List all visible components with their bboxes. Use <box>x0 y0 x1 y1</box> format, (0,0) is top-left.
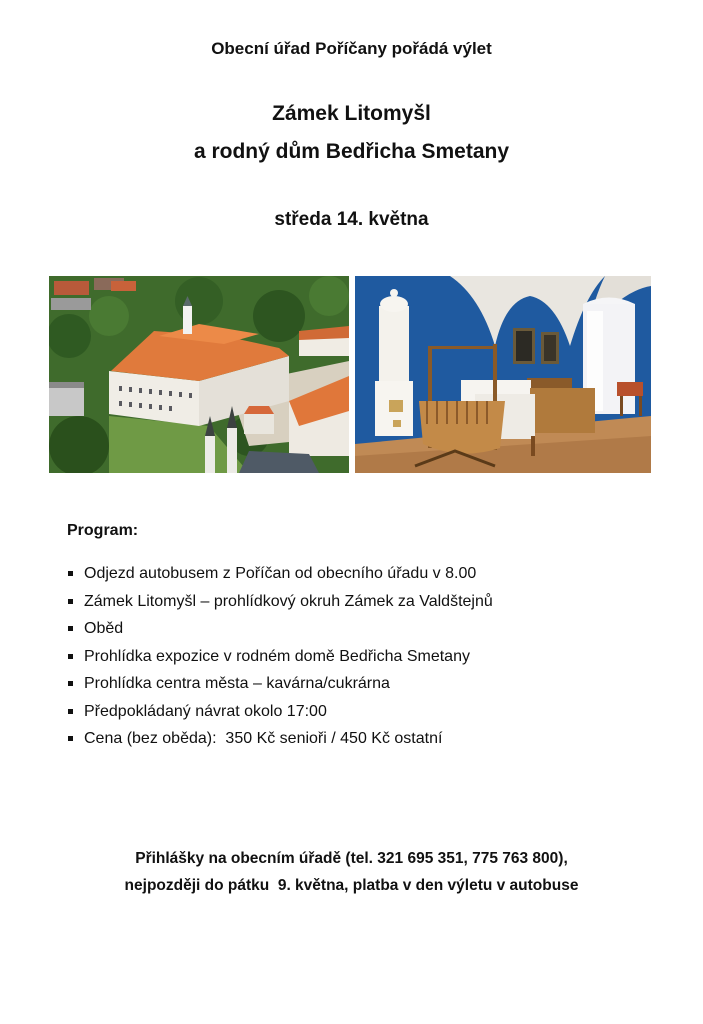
program-item <box>67 615 493 643</box>
registration-info-line-1: Přihlášky na obecním úřadě (tel. 321 695 351, 775 763 800), <box>135 850 568 867</box>
square-bullet-icon <box>68 626 73 631</box>
square-bullet-icon <box>68 736 73 741</box>
program-heading: Program: <box>67 522 139 539</box>
smetana-birth-room-photo <box>355 276 651 473</box>
title-line-1: Zámek Litomyšl <box>272 102 431 125</box>
castle-aerial-photo <box>49 276 349 473</box>
program-item <box>67 643 493 671</box>
program-item-text: Zámek Litomyšl – prohlídkový okruh Zámek za Valdštejnů <box>84 592 493 610</box>
square-bullet-icon <box>68 681 73 686</box>
registration-info-line-2: nejpozději do pátku 9. května, platba v den výletu v autobuse <box>124 877 579 894</box>
program-item-text: Cena (bez oběda): 350 Kč senioři / 450 Kč ostatní <box>84 730 443 747</box>
program-item <box>67 725 493 753</box>
program-item <box>67 560 493 588</box>
program-item-text: Oběd <box>84 620 124 637</box>
program-list <box>67 560 493 753</box>
program-item-text: Předpokládaný návrat okolo 17:00 <box>84 702 327 720</box>
program-item <box>67 670 493 698</box>
event-date: středa 14. května <box>274 209 429 230</box>
program-item-text: Prohlídka centra města – kavárna/cukrárna <box>84 675 390 692</box>
program-item-text: Odjezd autobusem z Poříčan od obecního úřadu v 8.00 <box>84 565 477 582</box>
square-bullet-icon <box>68 571 73 576</box>
square-bullet-icon <box>68 709 73 714</box>
program-item <box>67 588 493 616</box>
organizer-line: Obecní úřad Poříčany pořádá výlet <box>211 39 492 58</box>
program-item-text: Prohlídka expozice v rodném domě Bedřicha Smetany <box>84 647 470 665</box>
square-bullet-icon <box>68 654 73 659</box>
title-line-2: a rodný dům Bedřicha Smetany <box>193 140 510 163</box>
square-bullet-icon <box>68 599 73 604</box>
program-item <box>67 698 493 726</box>
